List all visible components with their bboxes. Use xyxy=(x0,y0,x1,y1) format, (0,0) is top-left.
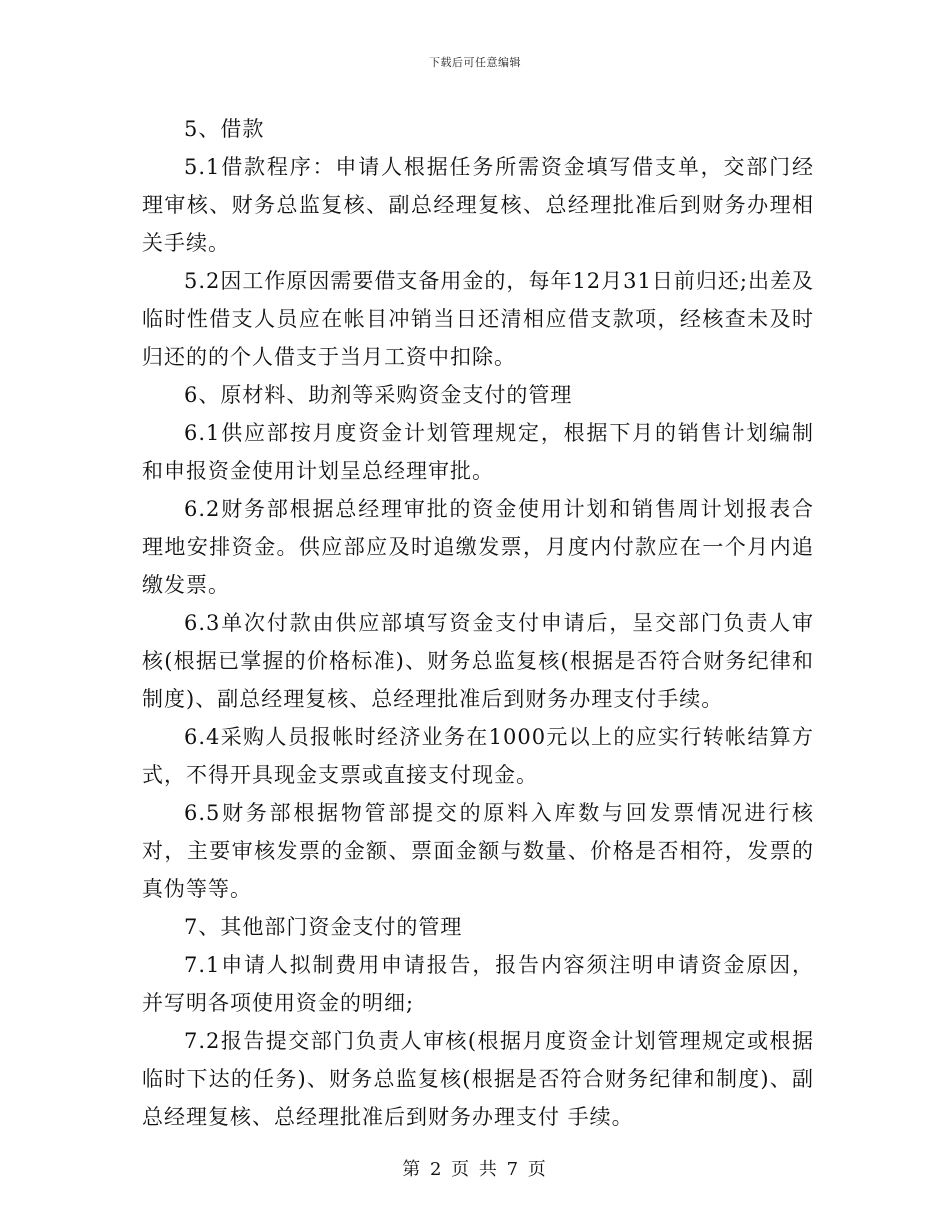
document-body xyxy=(142,110,814,1136)
paragraph-7-1: 7.1申请人拟制费用申请报告，报告内容须注明申请资金原因，并写明各项使用资金的明细; xyxy=(142,953,814,1015)
paragraph-6-2: 6.2财务部根据总经理审批的资金使用计划和销售周计划报表合理地安排资金。供应部应及时追缴发票，月度内付款应在一个月内追缴发票。 xyxy=(142,497,814,597)
paragraph-5-1: 5.1借款程序：申请人根据任务所需资金填写借支单，交部门经理审核、财务总监复核、副总经理复核、总经理批准后到财务办理相关手续。 xyxy=(142,155,814,255)
section-heading-5: 5、借款 xyxy=(184,117,265,141)
page-number: 第 2 页 共 7 页 xyxy=(402,1159,548,1180)
paragraph-6-1: 6.1供应部按月度资金计划管理规定，根据下月的销售计划编制和申报资金使用计划呈总经理审批。 xyxy=(142,421,814,483)
paragraph-6-4: 6.4采购人员报帐时经济业务在1000元以上的应实行转帐结算方式，不得开具现金支票或直接支付现金。 xyxy=(142,725,814,787)
section-heading-7: 7、其他部门资金支付的管理 xyxy=(184,915,463,939)
paragraph-5-2: 5.2因工作原因需要借支备用金的，每年12月31日前归还;出差及临时性借支人员应在帐目冲销当日还清相应借支款项，经核查未及时归还的的个人借支于当月工资中扣除。 xyxy=(142,269,814,369)
page-header-note: 下载后可任意编辑 xyxy=(429,56,521,69)
paragraph-7-2: 7.2报告提交部门负责人审核(根据月度资金计划管理规定或根据临时下达的任务)、财务总监复核(根据是否符合财务纪律和制度)、副总经理复核、总经理批准后到财务办理支付 手续。 xyxy=(142,1029,814,1129)
paragraph-6-3: 6.3单次付款由供应部填写资金支付申请后，呈交部门负责人审核(根据已掌握的价格标准)、财务总监复核(根据是否符合财务纪律和制度)、副总经理复核、总经理批准后到财务办理支付手续。 xyxy=(142,611,814,711)
paragraph-6-5: 6.5财务部根据物管部提交的原料入库数与回发票情况进行核对，主要审核发票的金额、票面金额与数量、价格是否相符，发票的真伪等等。 xyxy=(142,801,814,901)
section-heading-6: 6、原材料、助剂等采购资金支付的管理 xyxy=(184,383,573,407)
